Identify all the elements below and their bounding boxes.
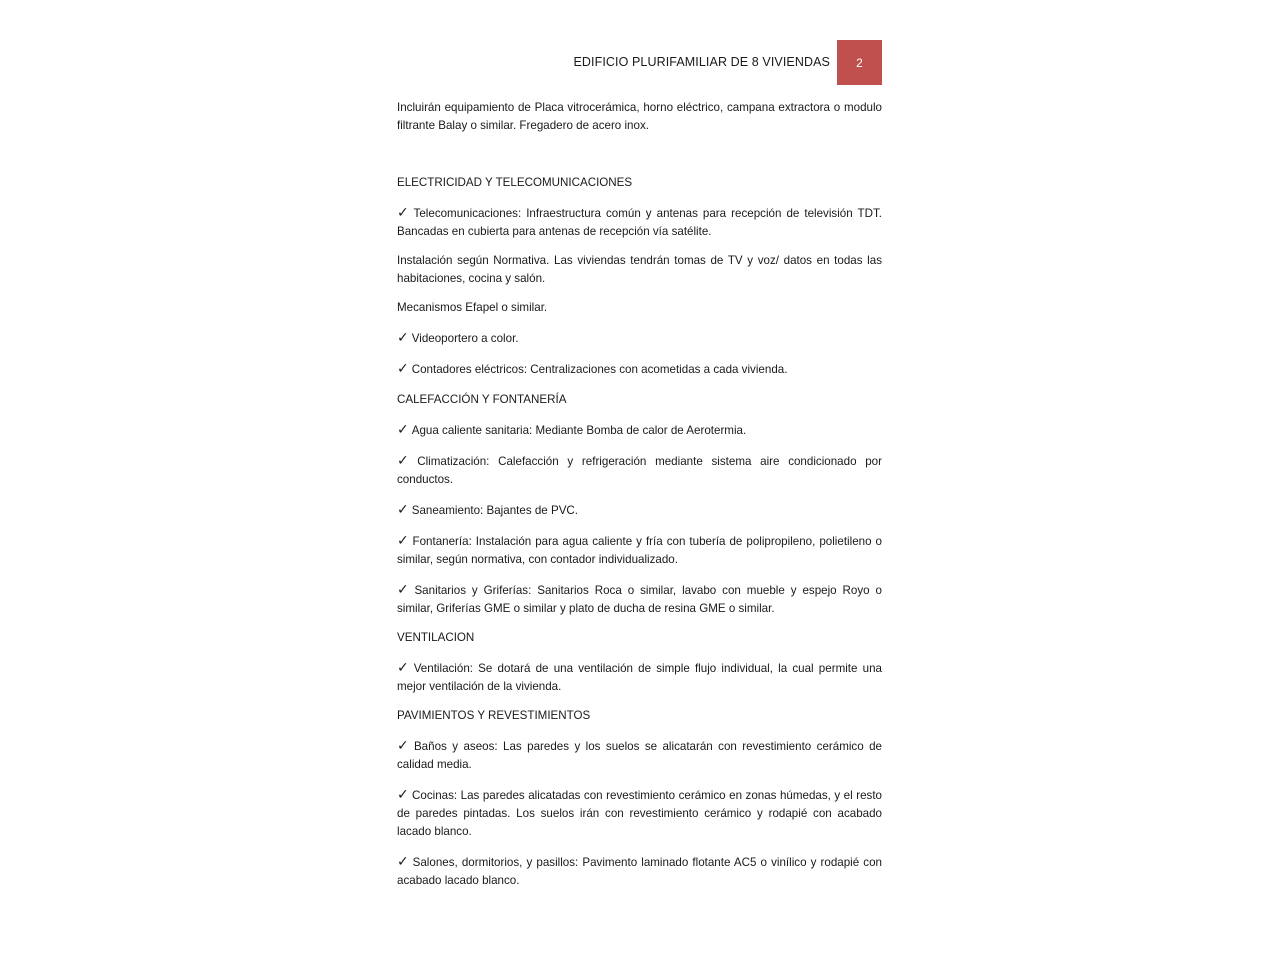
check-icon: ✓ [397,660,411,676]
check-icon: ✓ [397,738,411,754]
item-climatizacion: ✓ Climatización: Calefacción y refrigeración mediante sistema aire condicionado por conductos. [397,453,882,486]
section-heading-ventilacion: VENTILACION [397,631,475,644]
item-banos: ✓ Baños y aseos: Las paredes y los suelos se alicatarán con revestimiento cerámico de calidad media. [397,738,882,771]
check-icon: ✓ [397,330,409,346]
item-ventilacion: ✓ Ventilación: Se dotará de una ventilación de simple flujo individual, la cual permite una mejor ventilación de la vivienda. [397,660,882,693]
item-telecomunicaciones: ✓ Telecomunicaciones: Infraestructura común y antenas para recepción de televisión TDT. Bancadas en cubierta para antenas de recepción vía satélite. [397,205,882,238]
header-title: EDIFICIO PLURIFAMILIAR DE 8 VIVIENDAS [573,55,830,69]
intro-paragraph: Incluirán equipamiento de Placa vitrocerámica, horno eléctrico, campana extractora o modulo filtrante Balay o similar. Fregadero de acero inox. [397,101,882,132]
paragraph-mecanismos: Mecanismos Efapel o similar. [397,301,548,314]
item-videoportero: ✓ Videoportero a color. [397,330,519,346]
item-saneamiento: ✓ Saneamiento: Bajantes de PVC. [397,502,579,518]
page-number-badge [837,40,882,85]
check-icon: ✓ [397,205,411,221]
section-heading-electricidad: ELECTRICIDAD Y TELECOMUNICACIONES [397,176,633,189]
item-fontaneria: ✓ Fontanería: Instalación para agua caliente y fría con tubería de polipropileno, polietileno o similar, según normativa, con contador individualizado. [397,533,882,566]
check-icon: ✓ [397,422,409,438]
section-heading-pavimientos: PAVIMIENTOS Y REVESTIMIENTOS [397,709,591,722]
check-icon: ✓ [397,582,412,598]
document-body [397,99,882,890]
item-sanitarios: ✓ Sanitarios y Griferías: Sanitarios Roca o similar, lavabo con mueble y espejo Royo o similar, Griferías GME o similar y plato de ducha de resina GME o similar. [397,582,882,615]
check-icon: ✓ [397,854,410,870]
section-heading-calefaccion: CALEFACCIÓN Y FONTANERÍA [397,393,567,406]
check-icon: ✓ [397,361,409,377]
check-icon: ✓ [397,502,409,518]
paragraph-instalacion: Instalación según Normativa. Las viviendas tendrán tomas de TV y voz/ datos en todas las habitaciones, cocina y salón. [397,254,882,285]
page-header [397,40,882,85]
item-contadores: ✓ Contadores eléctricos: Centralizaciones con acometidas a cada vivienda. [397,361,788,377]
check-icon: ✓ [397,787,410,803]
item-salones: ✓ Salones, dormitorios, y pasillos: Pavimento laminado flotante AC5 o vinílico y rodapié con acabado lacado blanco. [397,854,882,887]
item-cocinas: ✓ Cocinas: Las paredes alicatadas con revestimiento cerámico en zonas húmedas, y el resto de paredes pintadas. Los suelos irán con revestimiento cerámico y rodapié con acabado lacado blanco. [397,787,882,838]
check-icon: ✓ [397,533,410,549]
page-number: 2 [856,55,863,70]
item-agua-caliente: ✓ Agua caliente sanitaria: Mediante Bomba de calor de Aerotermia. [397,422,747,438]
check-icon: ✓ [397,453,415,469]
